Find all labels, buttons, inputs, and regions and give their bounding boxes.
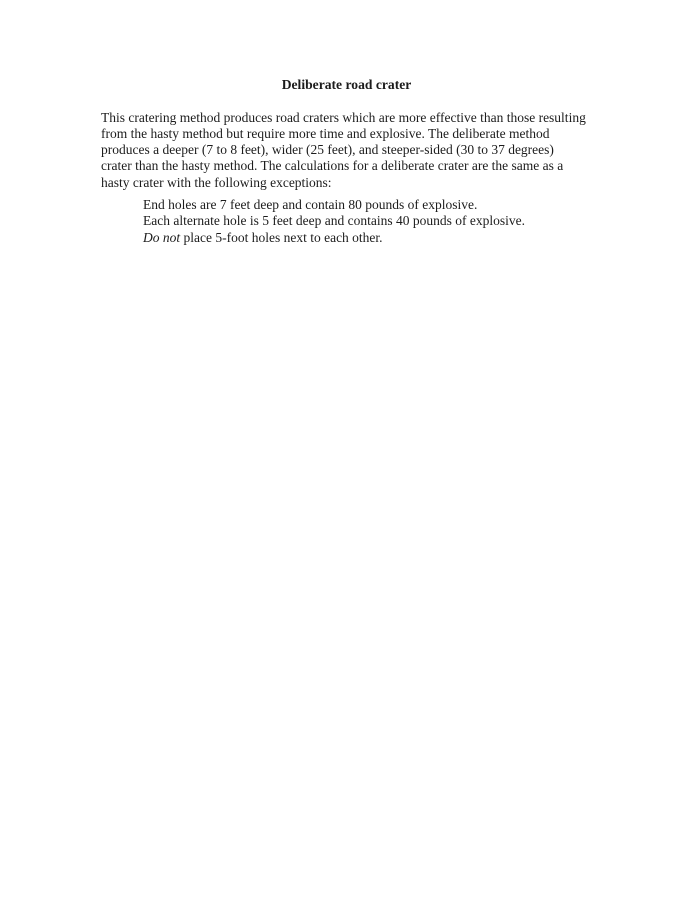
paragraph-line: from the hasty method but require more time and explosive. The deliberate method bbox=[101, 125, 550, 141]
exception-italic-prefix: Do not bbox=[143, 229, 181, 245]
exception-item bbox=[143, 213, 592, 229]
exception-text: Each alternate hole is 5 feet deep and contains 40 pounds of explosive. bbox=[143, 213, 526, 229]
paragraph-line: hasty crater with the following exceptions: bbox=[101, 174, 332, 190]
exceptions-list bbox=[101, 197, 592, 246]
paragraph-line: produces a deeper (7 to 8 feet), wider (25 feet), and steeper-sided (30 to 37 degrees) bbox=[101, 142, 554, 158]
exception-text: End holes are 7 feet deep and contain 80 pounds of explosive. bbox=[143, 197, 478, 213]
paragraph-line: This cratering method produces road craters which are more effective than those resulting bbox=[101, 109, 586, 125]
exception-item bbox=[143, 230, 592, 246]
intro-paragraph bbox=[101, 110, 592, 191]
paragraph-line: crater than the hasty method. The calculations for a deliberate crater are the same as a bbox=[101, 158, 564, 174]
exception-text: place 5-foot holes next to each other. bbox=[180, 229, 383, 245]
exception-item bbox=[143, 197, 592, 213]
page-title: Deliberate road crater bbox=[281, 77, 412, 92]
